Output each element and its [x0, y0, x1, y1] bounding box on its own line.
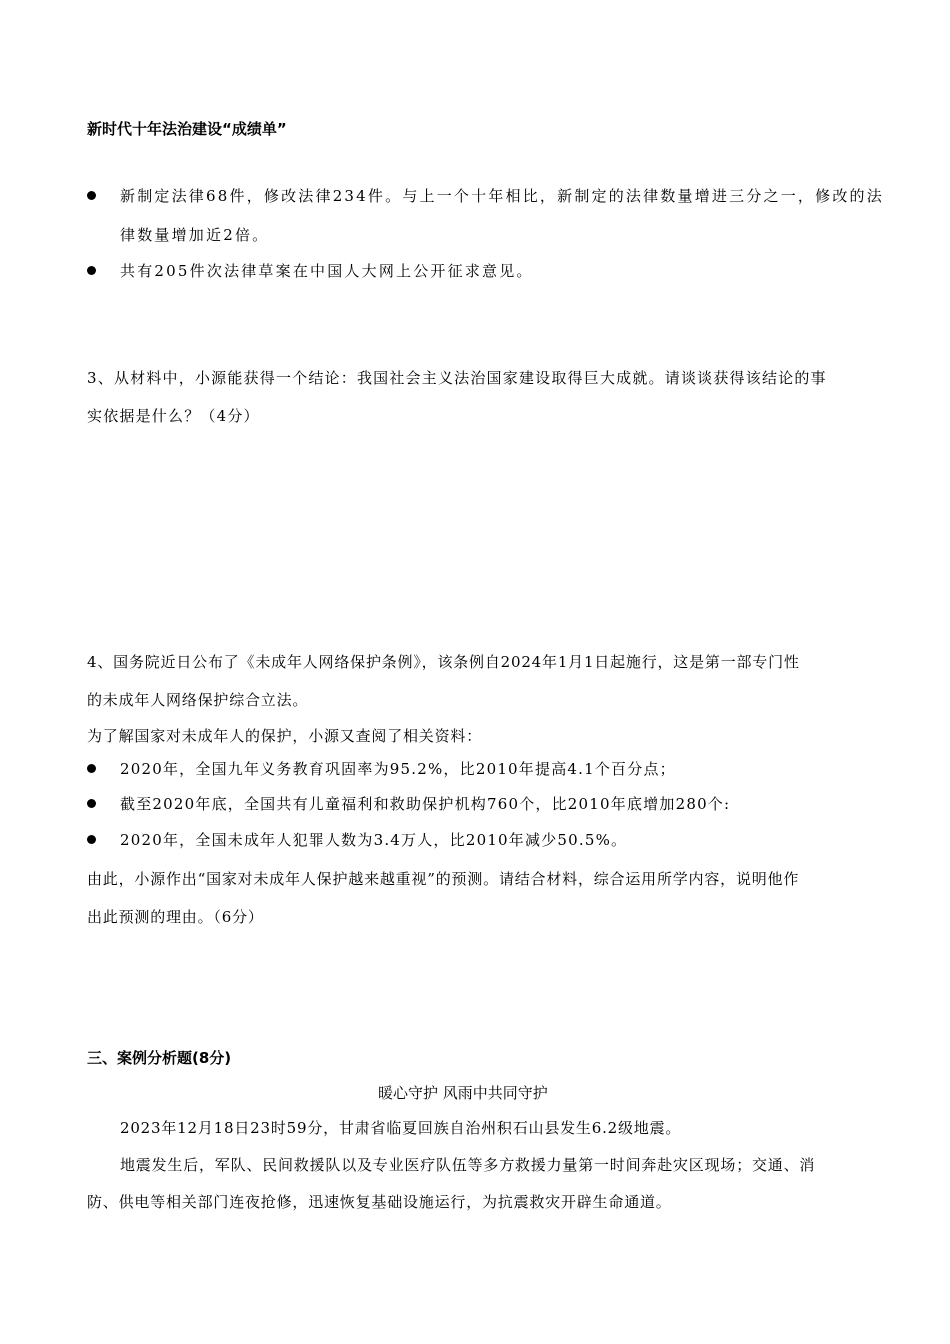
bullet-icon [87, 266, 96, 275]
record-item-2: 共有205件次法律草案在中国人大网上公开征求意见。 [120, 262, 534, 280]
section-3-heading: 三、案例分析题(8分) [87, 1049, 232, 1067]
question-4-line-3: 为了解国家对未成年人的保护，小源又查阅了相关资料： [87, 727, 483, 745]
bullet-icon [87, 191, 96, 200]
question-3-line-2: 实依据是什么？（4分） [87, 407, 260, 425]
question-4-line-1: 4、国务院近日公布了《未成年人网络保护条例》，该条例自2024年1月1日起施行，这是第一部专门性 [87, 653, 800, 671]
question-4-line-5: 出此预测的理由。（6分） [87, 908, 264, 926]
case-paragraph-1: 2023年12月18日23时59分，甘肃省临夏回族自治州积石山县发生6.2级地震。 [120, 1119, 682, 1137]
question-4-bullet-1: 2020年，全国九年义务教育巩固率为95.2%，比2010年提高4.1个百分点； [120, 760, 676, 778]
record-heading: 新时代十年法治建设“成绩单” [87, 120, 287, 138]
bullet-icon [87, 764, 96, 773]
question-4-bullet-3: 2020年，全国未成年人犯罪人数为3.4万人，比2010年减少50.5%。 [120, 831, 628, 849]
case-title: 暖心守护 风雨中共同守护 [378, 1084, 548, 1102]
question-4-line-2: 的未成年人网络保护综合立法。 [87, 691, 309, 709]
question-4-line-4: 由此，小源作出“国家对未成年人保护越来越重视”的预测。请结合材料，综合运用所学内容，说明他作 [87, 870, 800, 888]
record-item-1: 新制定法律68件，修改法律234件。与上一个十年相比，新制定的法律数量增进三分之一，修改的法 [120, 187, 884, 205]
question-4-bullet-2: 截至2020年底，全国共有儿童福利和救助保护机构760个，比2010年底增加280个: [120, 795, 731, 813]
record-item-1-cont: 律数量增加近2倍。 [120, 226, 270, 244]
question-3-line-1: 3、从材料中，小源能获得一个结论：我国社会主义法治国家建设取得巨大成就。请谈谈获得该结论的事 [87, 369, 827, 387]
case-paragraph-2-line-2: 防、供电等相关部门连夜抢修，迅速恢复基础设施运行，为抗震救灾开辟生命通道。 [87, 1193, 672, 1211]
case-paragraph-2-line-1: 地震发生后，军队、民间救援队以及专业医疗队伍等多方救援力量第一时间奔赴灾区现场；交通、消 [120, 1156, 816, 1174]
bullet-icon [87, 799, 96, 808]
bullet-icon [87, 835, 96, 844]
